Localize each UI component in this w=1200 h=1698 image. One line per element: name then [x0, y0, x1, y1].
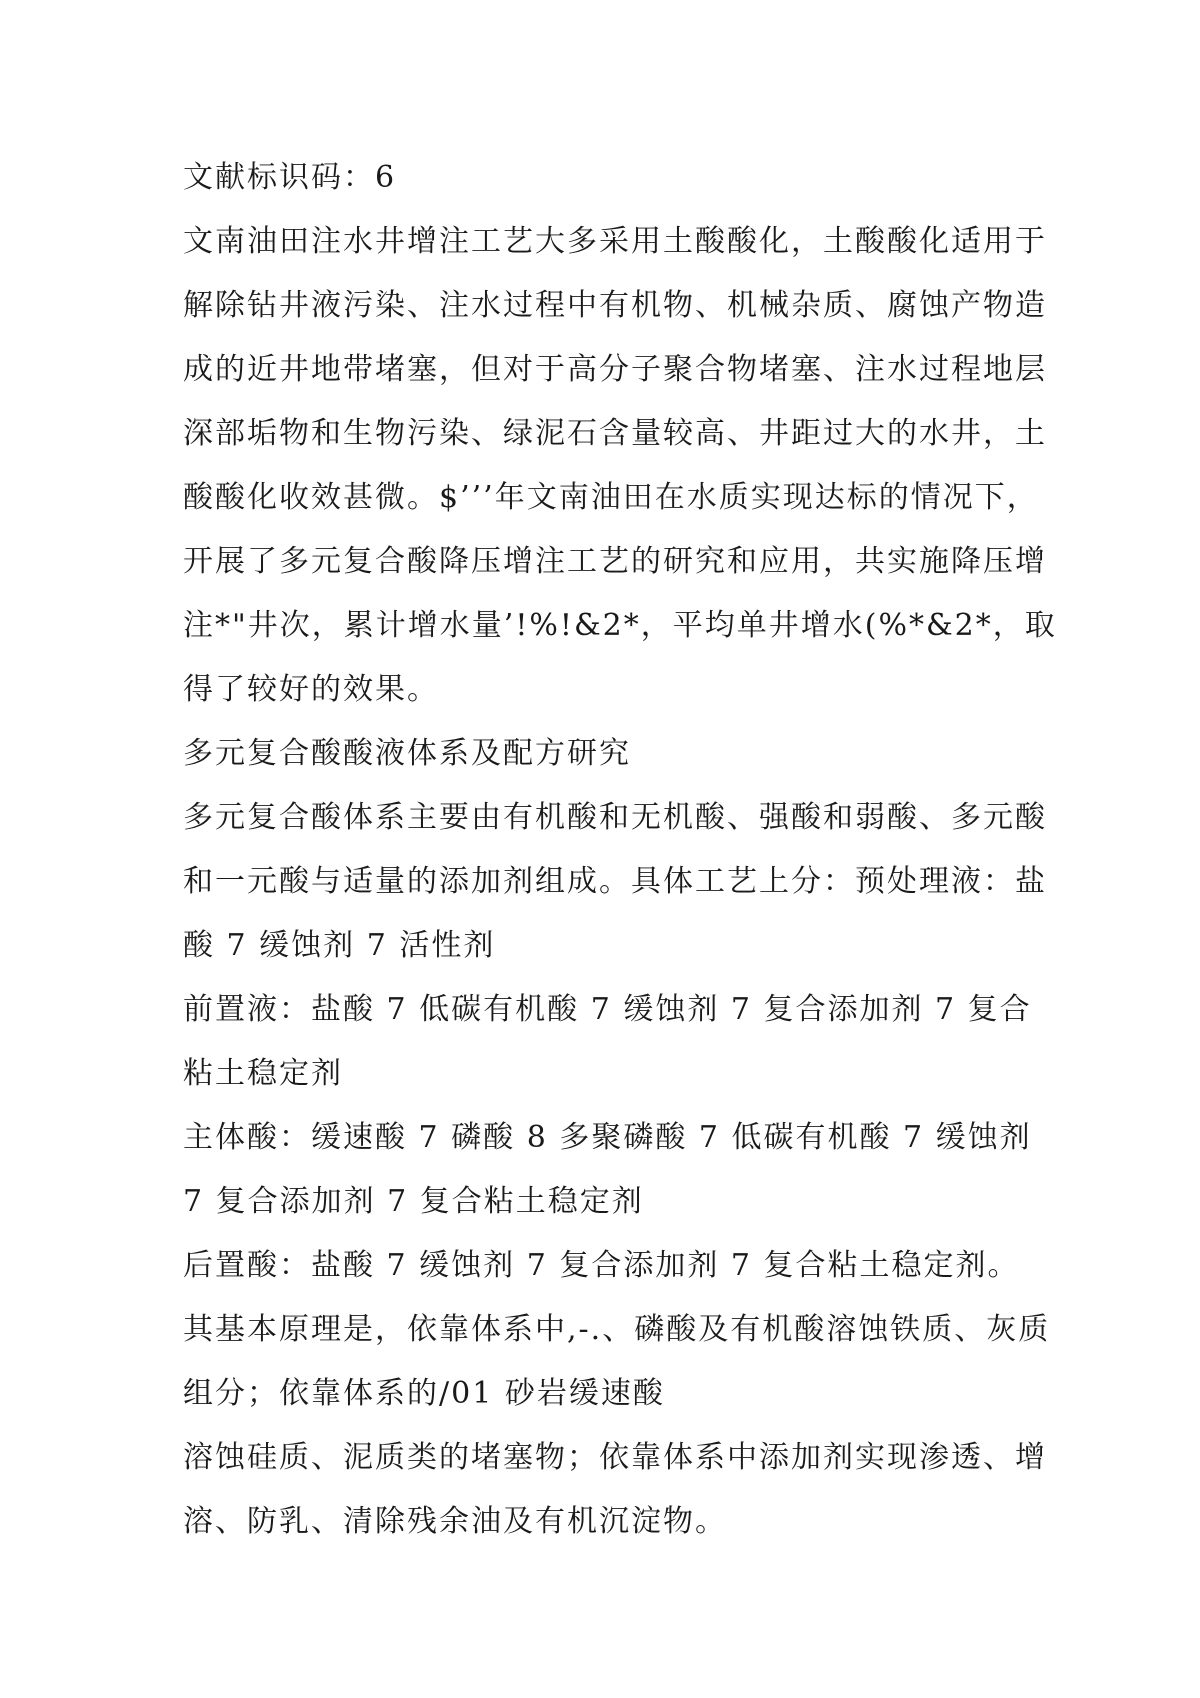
preflush-paragraph: 前置液：盐酸 7 低碳有机酸 7 缓蚀剂 7 复合添加剂 7 复合粘土稳定剂 — [183, 992, 1032, 1091]
doc-id-line: 文献标识码：6 — [183, 160, 397, 195]
principle-continued-paragraph: 溶蚀硅质、泥质类的堵塞物；依靠体系中添加剂实现渗透、增溶、防乳、清除残余油及有机沉淀物。 — [183, 1440, 1047, 1539]
afterflush-paragraph: 后置酸：盐酸 7 缓蚀剂 7 复合添加剂 7 复合粘土稳定剂。 — [183, 1248, 1020, 1283]
principle-paragraph: 其基本原理是，依靠体系中,-.、磷酸及有机酸溶蚀铁质、灰质组分；依靠体系的/01 砂岩缓速酸 — [183, 1312, 1051, 1411]
main-acid-paragraph: 主体酸：缓速酸 7 磷酸 8 多聚磷酸 7 低碳有机酸 7 缓蚀剂 7 复合添加剂 7 复合粘土稳定剂 — [183, 1120, 1044, 1219]
section-heading: 多元复合酸酸液体系及配方研究 — [183, 736, 631, 771]
intro-paragraph: 文南油田注水井增注工艺大多采用土酸酸化，土酸酸化适用于解除钻井液污染、注水过程中有机物、机械杂质、腐蚀产物造成的近井地带堵塞，但对于高分子聚合物堵塞、注水过程地层深部垢物和生物污染、绿泥石含量较高、井距过大的水井，土酸酸化收效甚微。$’’’年文南油田在水质实现达标的情况下，开展了多元复合酸降压增注工艺的研究和应用，共实施降压增注*"井次，累计增水量’!%!&2*，平均单井增水(%*&2*，取得了较好的效果。 — [183, 224, 1057, 707]
composition-paragraph: 多元复合酸体系主要由有机酸和无机酸、强酸和弱酸、多元酸和一元酸与适量的添加剂组成。具体工艺上分：预处理液：盐酸 7 缓蚀剂 7 活性剂 — [183, 800, 1047, 963]
document-body — [183, 146, 1063, 1554]
